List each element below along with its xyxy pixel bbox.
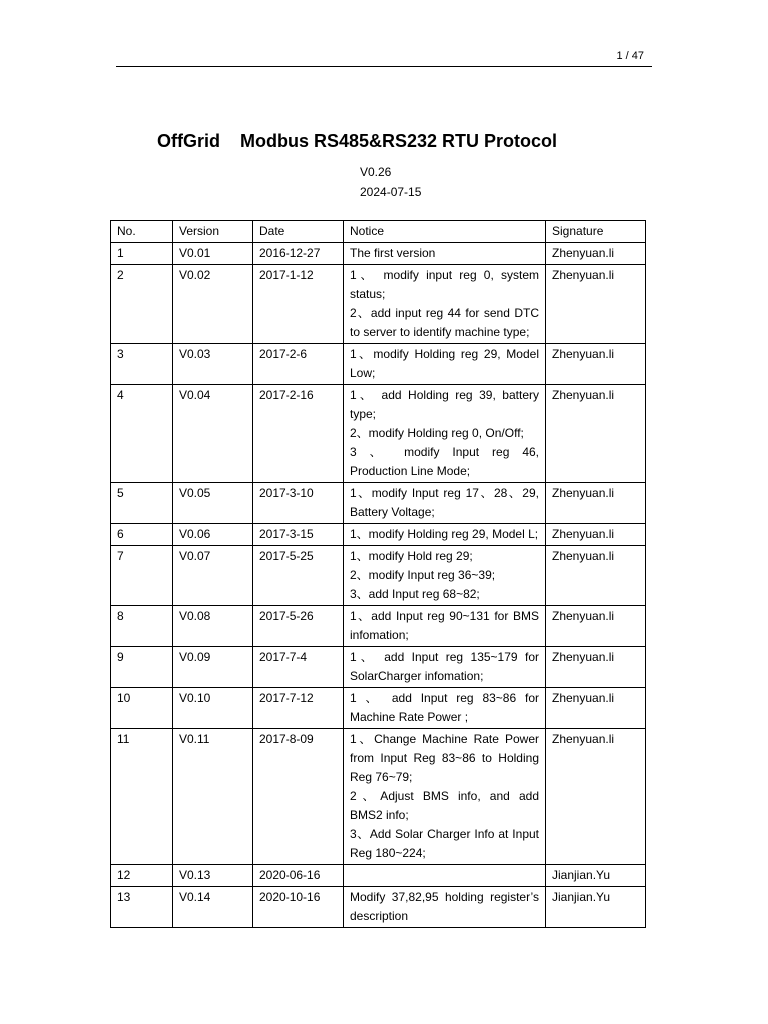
cell-date: 2016-12-27 [253, 243, 344, 265]
cell-date: 2017-5-26 [253, 606, 344, 647]
cell-notice [344, 385, 546, 483]
table-row [111, 243, 646, 265]
cell-date: 2017-2-6 [253, 344, 344, 385]
cell-date: 2017-3-15 [253, 524, 344, 546]
cell-signature: Zhenyuan.li [546, 243, 646, 265]
table-row [111, 865, 646, 887]
cell-notice [344, 865, 546, 887]
notice-line: 3、add Input reg 68~82; [350, 587, 480, 601]
notice-line: 1、modify Holding reg 29, Model L; [350, 527, 539, 541]
cell-date: 2017-8-09 [253, 729, 344, 865]
notice-line: 2、modify Holding reg 0, On/Off; [350, 426, 524, 440]
table-row [111, 344, 646, 385]
cell-version: V0.01 [173, 243, 253, 265]
header-no: No. [111, 221, 173, 243]
cell-signature: Zhenyuan.li [546, 546, 646, 606]
revision-history-table [110, 220, 646, 928]
cell-date: 2017-2-16 [253, 385, 344, 483]
cell-notice [344, 524, 546, 546]
table-row [111, 606, 646, 647]
cell-notice [344, 647, 546, 688]
document-version: V0.26 [360, 165, 392, 179]
cell-signature: Zhenyuan.li [546, 524, 646, 546]
notice-line: The first version [350, 246, 436, 260]
cell-notice [344, 483, 546, 524]
notice-line: 1 、 add Input reg 83~86 for Machine Rate Power ; [350, 691, 539, 724]
cell-no: 13 [111, 887, 173, 928]
cell-no: 9 [111, 647, 173, 688]
cell-signature: Zhenyuan.li [546, 688, 646, 729]
header-signature: Signature [546, 221, 646, 243]
cell-date: 2020-06-16 [253, 865, 344, 887]
cell-version: V0.06 [173, 524, 253, 546]
table-row [111, 647, 646, 688]
cell-no: 11 [111, 729, 173, 865]
notice-line: 2、add input reg 44 for send DTC to server to identify machine type; [350, 306, 539, 339]
cell-signature: Zhenyuan.li [546, 606, 646, 647]
cell-no: 7 [111, 546, 173, 606]
cell-no: 4 [111, 385, 173, 483]
cell-version: V0.02 [173, 265, 253, 344]
cell-version: V0.13 [173, 865, 253, 887]
table-row [111, 524, 646, 546]
cell-signature: Jianjian.Yu [546, 887, 646, 928]
cell-version: V0.08 [173, 606, 253, 647]
notice-line: 1、 add Input reg 135~179 for SolarCharger infomation; [350, 650, 539, 683]
document-title: OffGrid Modbus RS485&RS232 RTU Protocol [157, 131, 558, 151]
cell-signature: Zhenyuan.li [546, 483, 646, 524]
cell-no: 10 [111, 688, 173, 729]
cell-signature: Zhenyuan.li [546, 385, 646, 483]
cell-signature: Zhenyuan.li [546, 729, 646, 865]
cell-date: 2017-5-25 [253, 546, 344, 606]
cell-notice [344, 546, 546, 606]
cell-version: V0.05 [173, 483, 253, 524]
table-row [111, 688, 646, 729]
cell-notice [344, 243, 546, 265]
page-number: 1 / 47 [616, 50, 644, 62]
cell-date: 2017-1-12 [253, 265, 344, 344]
cell-signature: Jianjian.Yu [546, 865, 646, 887]
cell-signature: Zhenyuan.li [546, 265, 646, 344]
cell-version: V0.09 [173, 647, 253, 688]
cell-date: 2017-7-4 [253, 647, 344, 688]
cell-no: 12 [111, 865, 173, 887]
notice-line: 1、Change Machine Rate Power from Input Reg 83~86 to Holding Reg 76~79; [350, 732, 539, 784]
cell-version: V0.11 [173, 729, 253, 865]
cell-notice [344, 265, 546, 344]
table-row [111, 546, 646, 606]
notice-line: 1、add Input reg 90~131 for BMS infomation; [350, 609, 539, 642]
cell-date: 2017-3-10 [253, 483, 344, 524]
notice-line: 1、modify Holding reg 29, Model Low; [350, 347, 539, 380]
notice-line: 2、modify Input reg 36~39; [350, 568, 496, 582]
notice-line: 3、Add Solar Charger Info at Input Reg 180~224; [350, 827, 539, 860]
notice-line: 1、modify Hold reg 29; [350, 549, 473, 563]
notice-line: Modify 37,82,95 holding register’s description [350, 890, 539, 923]
cell-date: 2017-7-12 [253, 688, 344, 729]
cell-signature: Zhenyuan.li [546, 344, 646, 385]
notice-line: 2、Adjust BMS info, and add BMS2 info; [350, 789, 539, 822]
cell-notice [344, 606, 546, 647]
cell-no: 3 [111, 344, 173, 385]
table-row [111, 483, 646, 524]
notice-line: 1、modify Input reg 17、28、29, Battery Voltage; [350, 486, 539, 519]
cell-notice [344, 344, 546, 385]
table-row [111, 729, 646, 865]
table-row [111, 385, 646, 483]
table-header-row [111, 221, 646, 243]
cell-version: V0.03 [173, 344, 253, 385]
cell-version: V0.07 [173, 546, 253, 606]
document-date: 2024-07-15 [360, 185, 422, 199]
table-row [111, 887, 646, 928]
header-rule [116, 66, 652, 67]
cell-date: 2020-10-16 [253, 887, 344, 928]
cell-no: 2 [111, 265, 173, 344]
cell-signature: Zhenyuan.li [546, 647, 646, 688]
cell-version: V0.10 [173, 688, 253, 729]
cell-no: 1 [111, 243, 173, 265]
table-row [111, 265, 646, 344]
cell-version: V0.14 [173, 887, 253, 928]
cell-no: 6 [111, 524, 173, 546]
cell-notice [344, 887, 546, 928]
notice-line: 1、 add Holding reg 39, battery type; [350, 388, 539, 421]
header-notice: Notice [344, 221, 546, 243]
notice-line: 3 、 modify Input reg 46, Production Line Mode; [350, 445, 539, 478]
cell-no: 5 [111, 483, 173, 524]
header-version: Version [173, 221, 253, 243]
cell-no: 8 [111, 606, 173, 647]
cell-notice [344, 688, 546, 729]
cell-version: V0.04 [173, 385, 253, 483]
cell-notice [344, 729, 546, 865]
header-date: Date [253, 221, 344, 243]
notice-line: 1、 modify input reg 0, system status; [350, 268, 539, 301]
